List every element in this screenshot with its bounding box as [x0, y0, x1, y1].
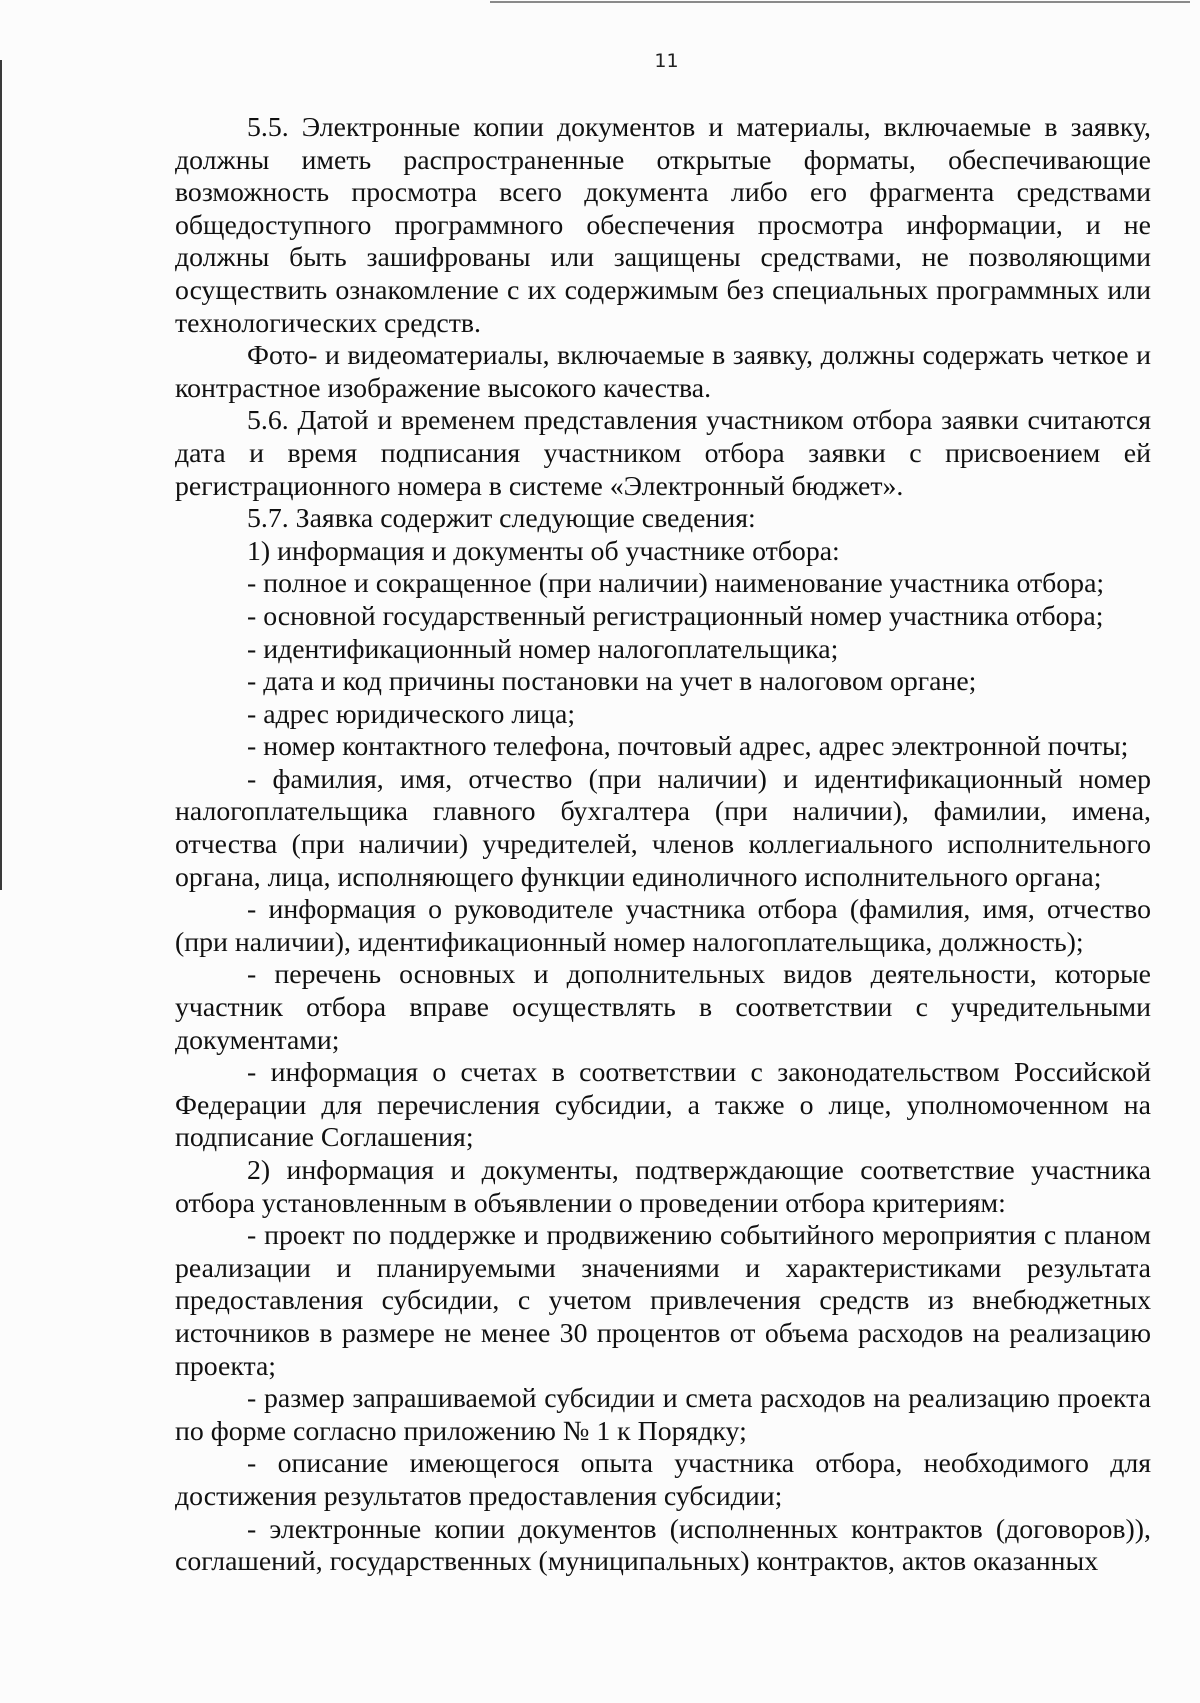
list-item-accounts: - информация о счетах в соответствии с законодательством Российской Федерации для перечисления субсидии, а также о лице, уполномоченном на подписание Соглашения;: [175, 1057, 1151, 1154]
list-item-accountant: - фамилия, имя, отчество (при наличии) и идентификационный номер налогоплательщика главного бухгалтера (при наличии), фамилии, имена, отчества (при наличии) учредителей, членов коллегиального исполнительного органа, лица, исполняющего функции единоличного исполнительного органа;: [175, 763, 1151, 893]
paragraph-5-6: 5.6. Датой и временем представления участником отбора заявки считаются дата и время подписания участником отбора заявки с присвоением ей регистрационного номера в системе «Электронный бюджет».: [175, 405, 1151, 502]
scan-edge-left: [0, 60, 2, 890]
list-item-director: - информация о руководителе участника отбора (фамилия, имя, отчество (при наличии), идентификационный номер налогоплательщика, должность);: [175, 894, 1151, 958]
list-item-ogrn: - основной государственный регистрационный номер участника отбора;: [247, 600, 1104, 632]
list-item-contacts: - номер контактного телефона, почтовый адрес, адрес электронной почты;: [247, 731, 1129, 763]
paragraph-5-7: 5.7. Заявка содержит следующие сведения:: [247, 503, 756, 535]
document-body: [175, 112, 1151, 1579]
list-item-1: 1) информация и документы об участнике отбора:: [247, 535, 840, 567]
list-item-kpp: - дата и код причины постановки на учет в налоговом органе;: [247, 666, 977, 698]
list-item-experience: - описание имеющегося опыта участника отбора, необходимого для достижения результатов предоставления субсидии;: [175, 1448, 1151, 1512]
list-item-2: 2) информация и документы, подтверждающие соответствие участника отбора установленным в объявлении о проведении отбора критериям:: [175, 1155, 1151, 1219]
paragraph-5-5: 5.5. Электронные копии документов и материалы, включаемые в заявку, должны иметь распространенные открытые форматы, обеспечивающие возможность просмотра всего документа либо его фрагмента средствами общедоступного программного обеспечения просмотра информации, и не должны быть зашифрованы или защищены средствами, не позволяющими осуществить ознакомление с их содержимым без специальных программных или технологических средств.: [175, 112, 1151, 339]
list-item-subsidy-size: - размер запрашиваемой субсидии и смета расходов на реализацию проекта по форме согласно приложению № 1 к Порядку;: [175, 1383, 1151, 1447]
list-item-project: - проект по поддержке и продвижению событийного мероприятия с планом реализации и планируемыми значениями и характеристиками результата предоставления субсидии, с учетом привлечения средств из внебюджетных источников в размере не менее 30 процентов от объема расходов на реализацию проекта;: [175, 1220, 1151, 1382]
list-item-copies: - электронные копии документов (исполненных контрактов (договоров)), соглашений, государственных (муниципальных) контрактов, актов оказанных: [175, 1513, 1151, 1578]
list-item-inn: - идентификационный номер налогоплательщика;: [247, 633, 839, 665]
list-item-activities: - перечень основных и дополнительных видов деятельности, которые участник отбора вправе осуществлять в соответствии с учредительными документами;: [175, 959, 1151, 1056]
paragraph-photo-video: Фото- и видеоматериалы, включаемые в заявку, должны содержать четкое и контрастное изображение высокого качества.: [175, 340, 1151, 404]
list-item-full-name: - полное и сокращенное (при наличии) наименование участника отбора;: [247, 568, 1105, 600]
list-item-address: - адрес юридического лица;: [247, 698, 576, 730]
page-number: 11: [654, 50, 679, 72]
scan-edge-top: [490, 1, 1190, 3]
